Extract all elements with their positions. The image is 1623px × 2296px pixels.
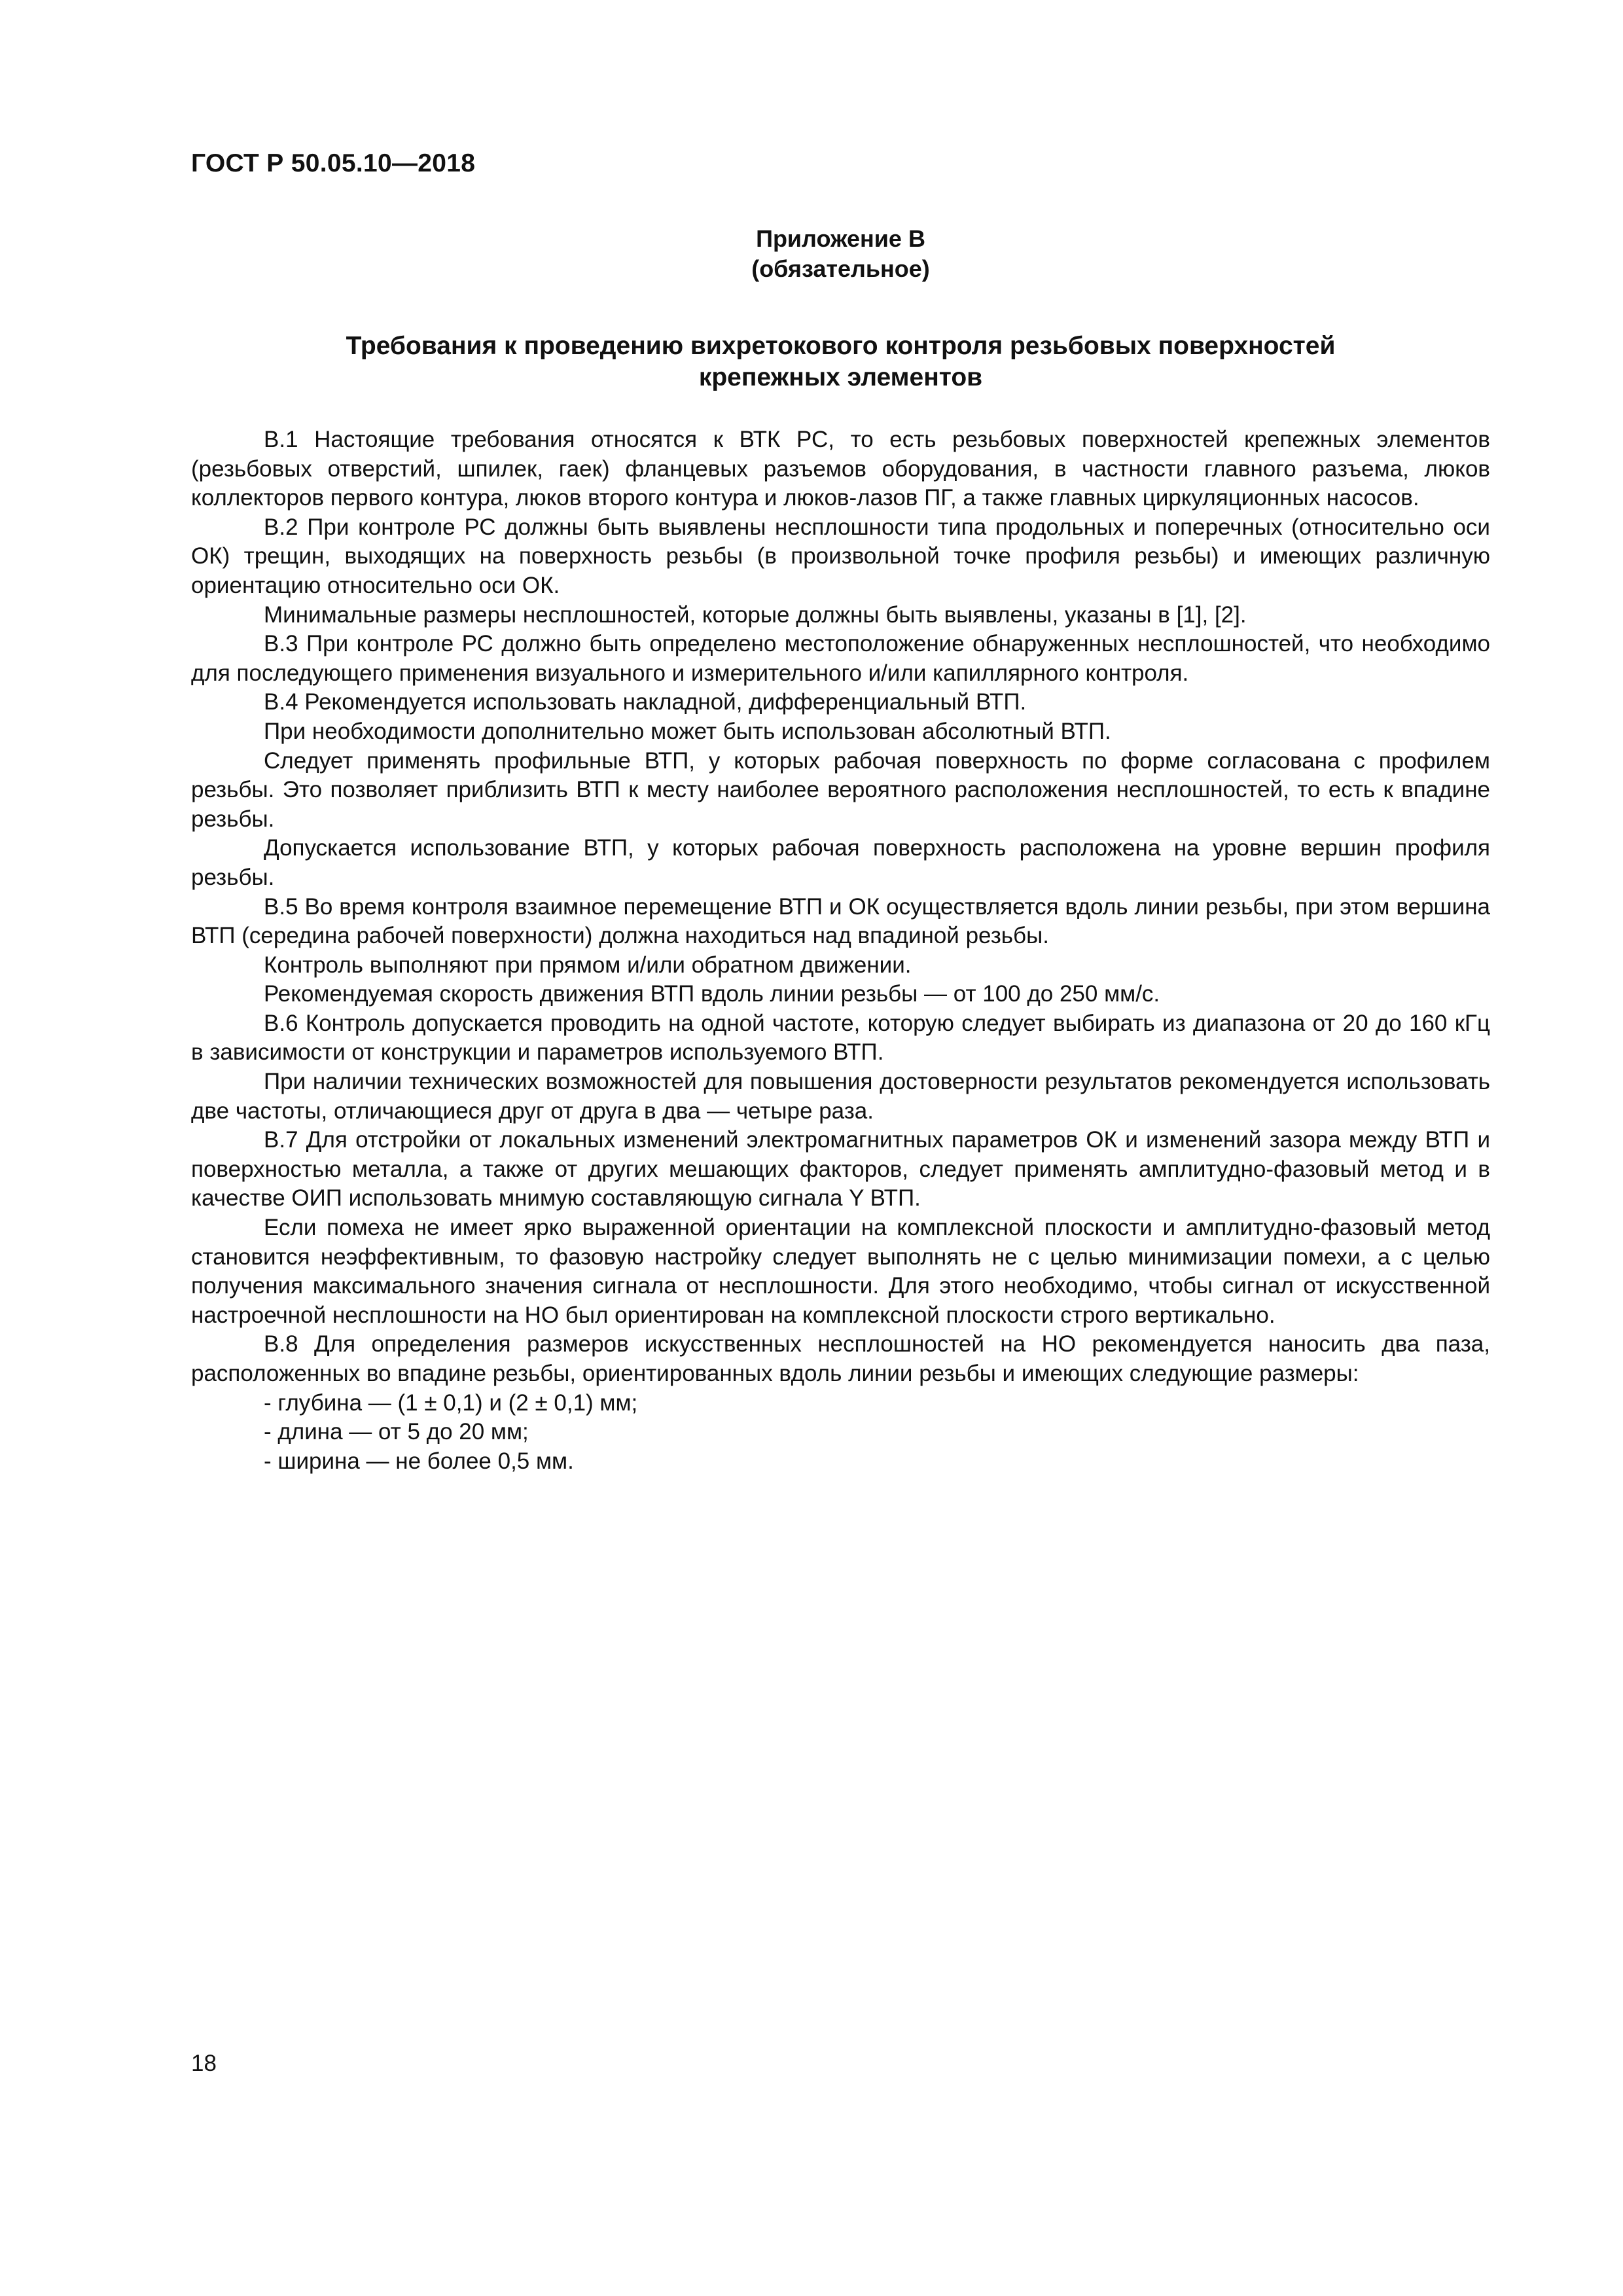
section-title-line-2: крепежных элементов	[698, 363, 983, 391]
paragraph: Рекомендуемая скорость движения ВТП вдоль линии резьбы — от 100 до 250 мм/с.	[264, 981, 1160, 1007]
paragraph-b2: В.2 При контроле РС должны быть выявлены несплошности типа продольных и поперечных (относительно оси ОК) трещин, выходящих на поверхность резьбы (в произвольной точке профиля резьбы) и имеющих различную ориентацию относительно оси ОК.	[191, 514, 1490, 598]
appendix-status: (обязательное)	[751, 255, 930, 282]
paragraph-b7: В.7 Для отстройки от локальных изменений электромагнитных параметров ОК и изменений зазора между ВТП и поверхностью металла, а также от других мешающих факторов, следует применять амплитудно-фазовый метод и в качестве ОИП использовать мнимую составляющую сигнала Y ВТП.	[191, 1127, 1490, 1211]
paragraph-b1: В.1 Настоящие требования относятся к ВТК РС, то есть резьбовых поверхностей крепежных элементов (резьбовых отверстий, шпилек, гаек) фланцевых разъемов оборудования, в частности главного разъема, люков коллекторов первого контура, люков второго контура и люков-лазов ПГ, а также главных циркуляционных насосов.	[191, 427, 1490, 511]
dimension-list	[191, 1389, 1490, 1477]
paragraph-b3: В.3 При контроле РС должно быть определено местоположение обнаруженных несплошностей, что необходимо для последующего применения визуального и измерительного и/или капиллярного контроля.	[191, 631, 1490, 686]
document-body	[191, 425, 1490, 1476]
section-title	[191, 331, 1490, 393]
paragraph: Контроль выполняют при прямом и/или обратном движении.	[264, 952, 912, 978]
paragraph: Минимальные размеры несплошностей, которые должны быть выявлены, указаны в [1], [2].	[264, 601, 1247, 628]
paragraph: При необходимости дополнительно может быть использован абсолютный ВТП.	[264, 718, 1111, 744]
paragraph-b4: В.4 Рекомендуется использовать накладной, дифференциальный ВТП.	[264, 689, 1027, 715]
appendix-name: Приложение В	[756, 225, 925, 252]
list-item: - ширина — не более 0,5 мм.	[264, 1448, 574, 1474]
paragraph: Если помеха не имеет ярко выраженной ориентации на комплексной плоскости и амплитудно-фазовый метод становится неэффективным, то фазовую настройку следует выполнять не с целью минимизации помехи, а с целью получения максимального значения сигнала от несплошности. Для этого необходимо, чтобы сигнал от искусственной настроечной несплошности на НО был ориентирован на комплексной плоскости строго вертикально.	[191, 1215, 1490, 1328]
paragraph: Следует применять профильные ВТП, у которых рабочая поверхность по форме согласована с профилем резьбы. Это позволяет приблизить ВТП к месту наиболее вероятного расположения несплошностей, то есть к впадине резьбы.	[191, 747, 1490, 832]
paragraph-b8: В.8 Для определения размеров искусственных несплошностей на НО рекомендуется наносить два паза, расположенных во впадине резьбы, ориентированных вдоль линии резьбы и имеющих следующие размеры:	[191, 1331, 1490, 1386]
document-header: ГОСТ Р 50.05.10—2018	[191, 149, 476, 177]
page-number: 18	[191, 2051, 217, 2076]
paragraph: При наличии технических возможностей для повышения достоверности результатов рекомендуется использовать две частоты, отличающиеся друг от друга в два — четыре раза.	[191, 1069, 1490, 1124]
list-item: - глубина — (1 ± 0,1) и (2 ± 0,1) мм;	[264, 1390, 638, 1416]
appendix-heading	[191, 224, 1490, 284]
paragraph-b5: В.5 Во время контроля взаимное перемещение ВТП и ОК осуществляется вдоль линии резьбы, при этом вершина ВТП (середина рабочей поверхности) должна находиться над впадиной резьбы.	[191, 893, 1490, 949]
paragraph-b6: В.6 Контроль допускается проводить на одной частоте, которую следует выбирать из диапазона от 20 до 160 кГц в зависимости от конструкции и параметров используемого ВТП.	[191, 1010, 1490, 1066]
paragraph: Допускается использование ВТП, у которых рабочая поверхность расположена на уровне вершин профиля резьбы.	[191, 835, 1490, 890]
list-item: - длина — от 5 до 20 мм;	[264, 1419, 529, 1445]
section-title-line-1: Требования к проведению вихретокового контроля резьбовых поверхностей	[346, 332, 1336, 360]
